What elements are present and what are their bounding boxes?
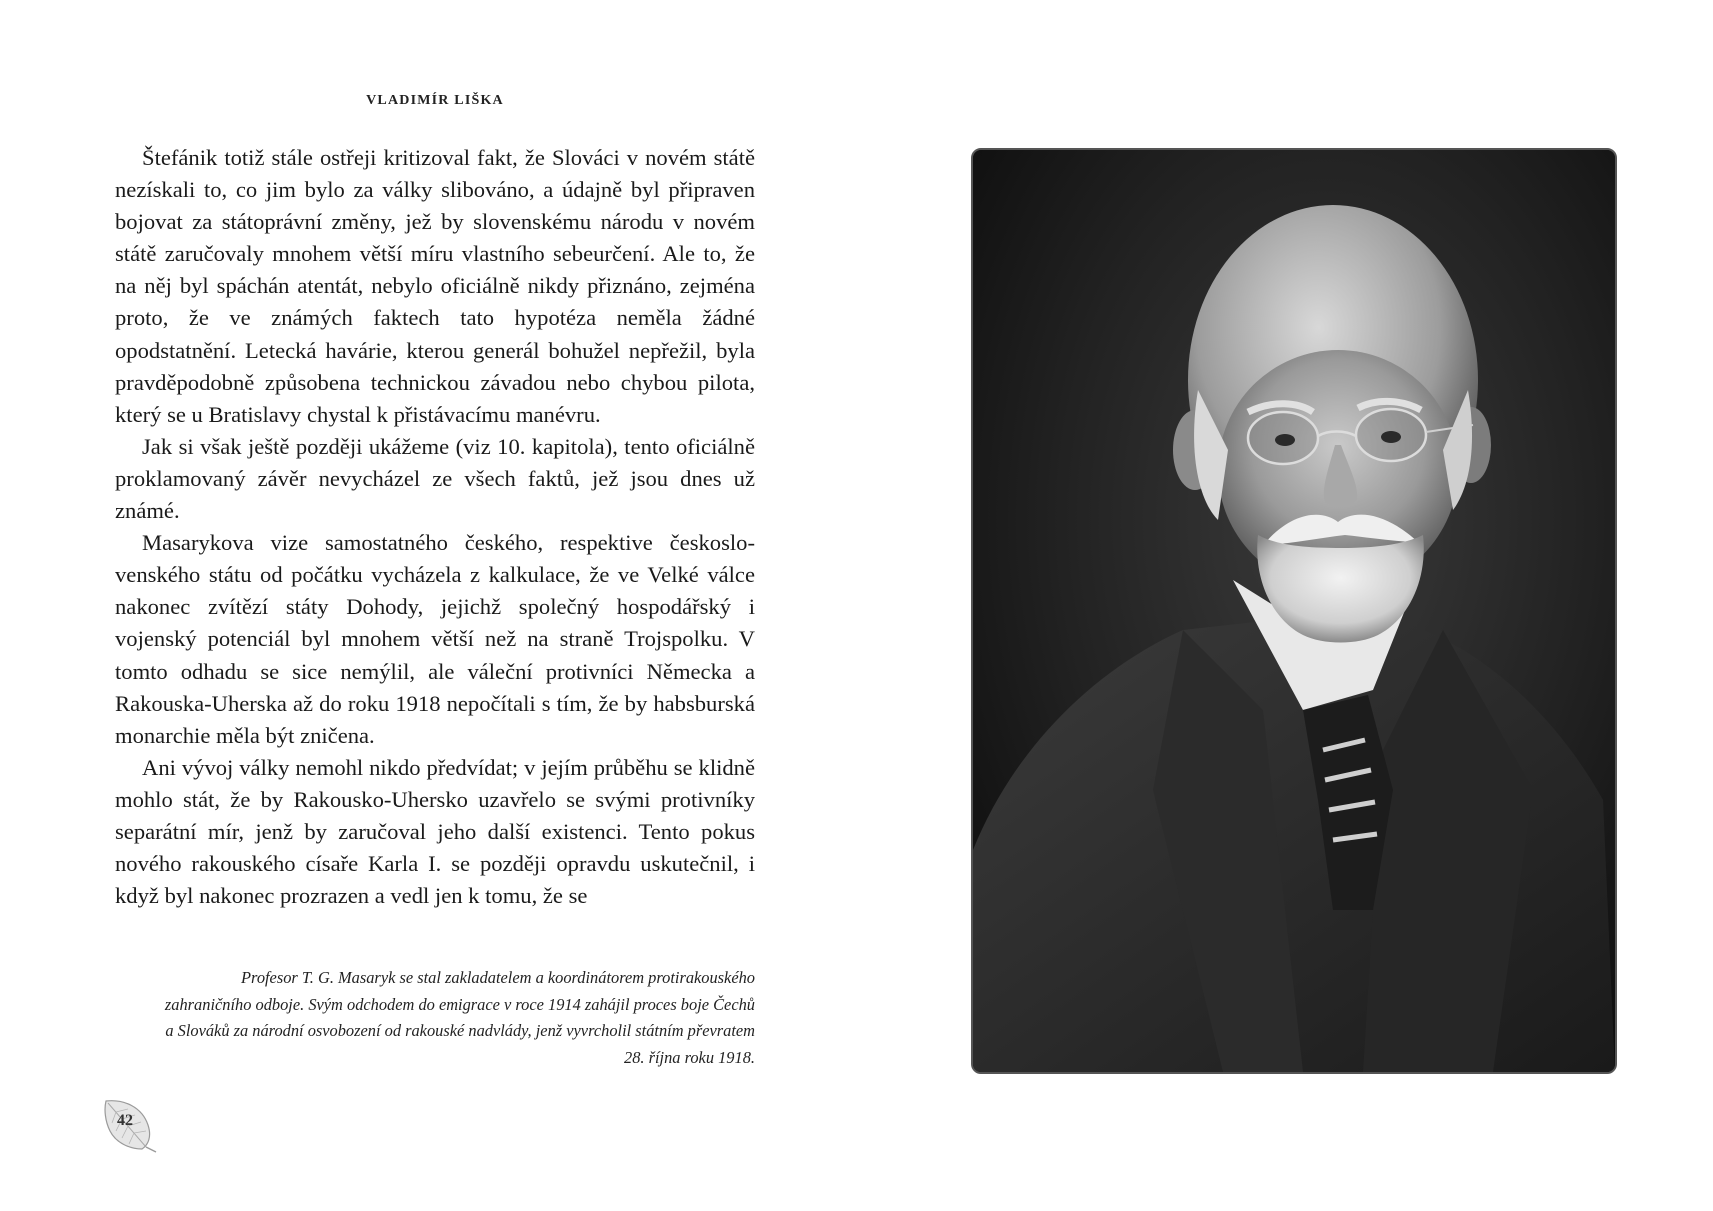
body-text: [115, 142, 755, 912]
paragraph: Masarykova vize samostatného českého, respektive československého státu od počátku vycházela z kalkulace, že ve Velké válce nakonec zvítězí státy Dohody, jejichž společný hospodářský i vojenský potenciál byl mnohem větší než na straně Trojspolku. V tomto odhadu se sice nemýlil, ale váleční protivníci Německa a Rakouska-Uherska až do roku 1918 nepočítali s tím, že by habsburská monarchie měla být zničena.: [115, 530, 755, 748]
photo-caption: Profesor T. G. Masaryk se stal zakladatelem a koordinátorem protirakouského zahraničního odboje. Svým odchodem do emigrace v roce 1914 zahájil proces boje Čechů a Slováků za národní osvobození od rakouské nadvlády, jenž vyvrcholil státním převratem 28. října roku 1918.: [164, 968, 755, 1067]
paragraph: Ani vývoj války nemohl nikdo předvídat; v jejím průběhu se klidně mohlo stát, že by Rakousko-Uhersko uzavřelo se svými protivníky separátní mír, jenž by zaručoval jeho další existenci. Tento pokus nového rakouského císaře Karla I. se později opravdu uskutečnil, i když byl nakonec prozrazen a vedl jen k tomu, že se: [115, 754, 755, 909]
page-number: 42: [117, 1112, 133, 1129]
portrait-image: [973, 150, 1615, 1072]
portrait-photo: [971, 148, 1617, 1074]
paragraph: Jak si však ještě později ukážeme (viz 10. kapitola), tento oficiálně proklamovaný závěr nevycházel ze všech faktů, jež jsou dnes už známé.: [115, 433, 755, 524]
page-number-badge: [102, 1095, 158, 1153]
paragraph: Štefánik totiž stále ostřeji kritizoval fakt, že Slováci v novém státě nezískali to, co jim bylo za války slibováno, a údajně byl připraven bojovat za státoprávní změny, jež by slovenskému národu v novém státě zaručovaly mnohem větší míru vlastního sebeurčení. Ale to, že na něj byl spáchán atentát, nebylo oficiálně nikdy přiznáno, zejména proto, že ve známých faktech tato hypotéza neměla žádné opodstatnění. Letecká havárie, kterou generál bohužel nepřežil, byla pravděpodobně způsobena technickou závadou nebo chybou pilota, který se u Bratislavy chystal k přistávacímu manévru.: [115, 145, 755, 427]
running-head: VLADIMÍR LIŠKA: [366, 93, 504, 108]
